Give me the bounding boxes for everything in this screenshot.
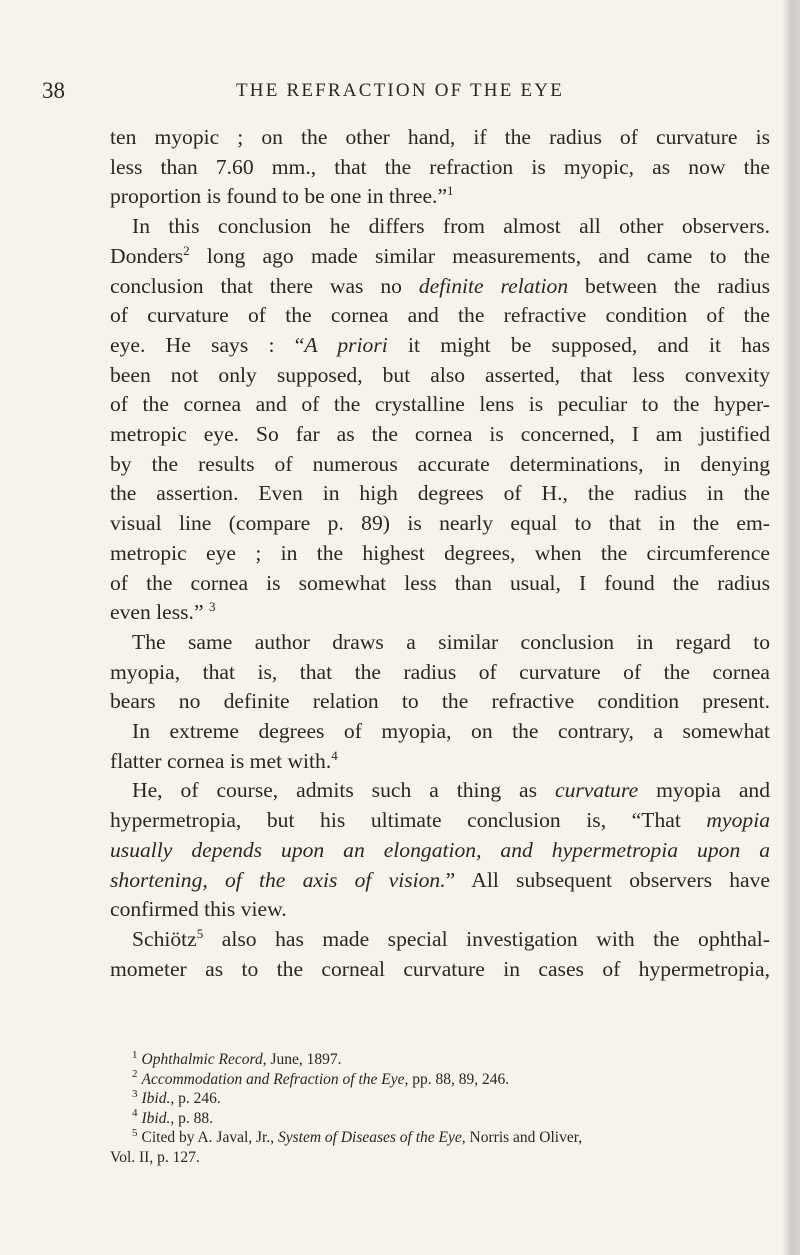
footnote-ref: 5 (196, 925, 204, 941)
page-number: 38 (42, 78, 65, 103)
italic-phrase: shortening, of the axis of vision. (110, 867, 446, 892)
text-line: Schiötz$^5$ also has made special investigation with the ophthal- (132, 925, 770, 951)
text-line: ten myopic ; on the other hand, if the radius of curvature is (110, 125, 770, 149)
text-line: hypermetropia, but his ultimate conclusion is, “That myopia (110, 808, 770, 833)
footnote: $^2$ Accommodation and Refraction of the Eye, pp. 88, 89, 246. (132, 1068, 510, 1088)
footnote: $^4$ Ibid., p. 88. (132, 1107, 213, 1127)
text-line: mometer as to the corneal curvature in cases of hypermetropia, (110, 956, 770, 981)
text-line: of curvature of the cornea and the refractive condition of the (110, 303, 770, 328)
footnote-ref: 1 (447, 183, 454, 199)
text-line: of the cornea is somewhat less than usual, I found the radius (110, 570, 770, 595)
footnote: $^1$ Ophthalmic Record, June, 1897. (132, 1048, 342, 1068)
text-line: visual line (compare p. 89) is nearly equal to that in the em- (110, 511, 770, 536)
footnotes (110, 1050, 770, 1167)
text-line: even less.” $^3$ (110, 599, 216, 625)
text-line: myopia, that is, that the radius of curvature of the cornea (110, 659, 770, 684)
page-header (42, 78, 758, 108)
footnote: $^5$ Cited by A. Javal, Jr., System of Diseases of the Eye, Norris and Oliver, (132, 1126, 583, 1146)
text-line: shortening, of the axis of vision.” All subsequent observers have (110, 867, 770, 892)
text-line: In this conclusion he differs from almost all other observers. (132, 214, 770, 239)
italic-phrase: A priori (304, 332, 388, 357)
italic-phrase: curvature (555, 778, 639, 803)
text-line: been not only supposed, but also asserted, that less convexity (110, 362, 770, 387)
text-line: In extreme degrees of myopia, on the contrary, a somewhat (132, 719, 770, 744)
italic-phrase: definite relation (418, 273, 569, 298)
text-line: bears no definite relation to the refractive condition present. (110, 689, 770, 714)
body-text (110, 123, 770, 984)
text-line: less than 7.60 mm., that the refraction is myopic, as now the (110, 154, 770, 179)
text-line: conclusion that there was no definite relation between the radius (110, 273, 770, 298)
text-line: proportion is found to be one in three.”$^1$ (110, 183, 454, 209)
text-line: metropic eye. So far as the cornea is concerned, I am justified (110, 422, 770, 447)
text-line: The same author draws a similar conclusion in regard to (132, 629, 770, 654)
italic-phrase: usually depends upon an elongation, and hypermetropia upon a (110, 837, 770, 862)
page-edge-shadow (782, 0, 800, 1255)
text-line: flatter cornea is met with.$^4$ (110, 747, 338, 773)
text-line: confirmed this view. (110, 897, 287, 922)
footnote: $^3$ Ibid., p. 246. (132, 1087, 221, 1107)
text-line (110, 836, 770, 866)
footnote-ref: 4 (331, 747, 338, 763)
text-line: by the results of numerous accurate determinations, in denying (110, 451, 770, 476)
footnote-ref: 3 (208, 599, 216, 615)
text-line: Donders$^2$ long ago made similar measurements, and came to the (110, 242, 770, 268)
text-line: of the cornea and of the crystalline lens is peculiar to the hyper- (110, 392, 770, 417)
text-line: He, of course, admits such a thing as curvature myopia and (132, 778, 770, 803)
text-line: eye. He says : “A priori it might be supposed, and it has (110, 332, 770, 357)
footnote-ref: 2 (183, 242, 190, 258)
text-line: the assertion. Even in high degrees of H., the radius in the (110, 481, 770, 506)
running-title: THE REFRACTION OF THE EYE (235, 80, 565, 101)
text-line: metropic eye ; in the highest degrees, when the circumference (110, 540, 770, 565)
footnote-continuation: Vol. II, p. 127. (110, 1148, 200, 1166)
italic-phrase: myopia (706, 808, 770, 833)
